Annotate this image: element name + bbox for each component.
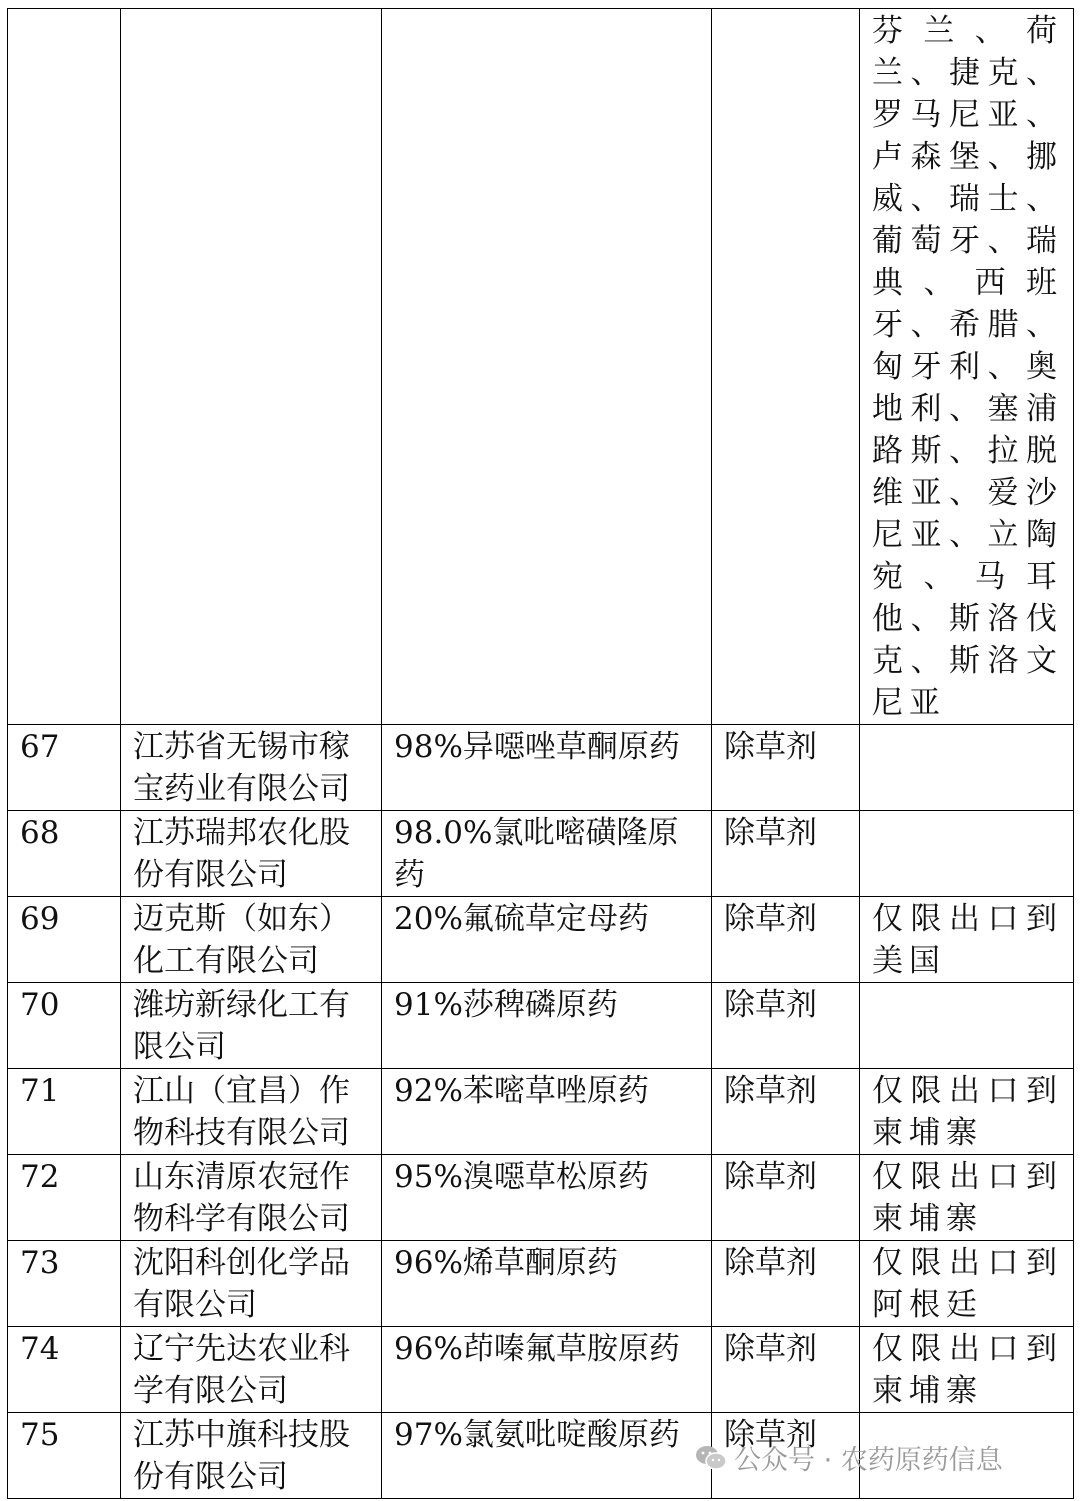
cell-category: 除草剂	[712, 1069, 860, 1155]
table-row	[8, 897, 1074, 983]
cell-no: 68	[8, 811, 121, 897]
wechat-icon	[694, 1443, 728, 1473]
cell-company: 辽宁先达农业科学有限公司	[121, 1327, 382, 1413]
cell-no: 71	[8, 1069, 121, 1155]
cell-product: 98.0%氯吡嘧磺隆原药	[382, 811, 712, 897]
table-row	[8, 1327, 1074, 1413]
cell-no: 69	[8, 897, 121, 983]
cell-no: 72	[8, 1155, 121, 1241]
cell-product: 96%烯草酮原药	[382, 1241, 712, 1327]
cell-note: 仅限出口到柬埔寨	[860, 1155, 1074, 1241]
cell-company: 江苏省无锡市稼宝药业有限公司	[121, 725, 382, 811]
cell-category: 除草剂	[712, 1327, 860, 1413]
cell-product: 91%莎稗磷原药	[382, 983, 712, 1069]
cell-note	[860, 811, 1074, 897]
cell-company: 山东清原农冠作物科学有限公司	[121, 1155, 382, 1241]
cell-product: 97%氯氨吡啶酸原药	[382, 1413, 712, 1499]
cell-category: 除草剂	[712, 811, 860, 897]
cell-product: 98%异噁唑草酮原药	[382, 725, 712, 811]
cell-note: 芬兰、荷兰、捷克、罗马尼亚、卢森堡、挪威、瑞士、葡萄牙、瑞典、西班牙、希腊、匈牙利、奥地利、塞浦路斯、拉脱维亚、爱沙尼亚、立陶宛、马耳他、斯洛伐克、斯洛文尼亚	[860, 9, 1074, 725]
cell-category: 除草剂	[712, 1413, 860, 1499]
watermark	[694, 1438, 1003, 1477]
cell-no: 67	[8, 725, 121, 811]
cell-company: 江苏瑞邦农化股份有限公司	[121, 811, 382, 897]
table-row-continued	[8, 9, 1074, 725]
cell-product: 96%茚嗪氟草胺原药	[382, 1327, 712, 1413]
watermark-text: 公众号 · 农药原药信息	[734, 1445, 1003, 1476]
cell-company: 江山（宜昌）作物科技有限公司	[121, 1069, 382, 1155]
cell-note	[860, 983, 1074, 1069]
cell-product: 95%溴噁草松原药	[382, 1155, 712, 1241]
cell-category: 除草剂	[712, 1241, 860, 1327]
table-row	[8, 1155, 1074, 1241]
cell-note	[860, 725, 1074, 811]
cell-product: 20%氟硫草定母药	[382, 897, 712, 983]
cell-company: 江苏中旗科技股份有限公司	[121, 1413, 382, 1499]
cell-note: 仅限出口到美国	[860, 897, 1074, 983]
cell-company: 潍坊新绿化工有限公司	[121, 983, 382, 1069]
cell-note: 仅限出口到柬埔寨	[860, 1069, 1074, 1155]
cell-no: 74	[8, 1327, 121, 1413]
table-row	[8, 1241, 1074, 1327]
registration-table	[7, 8, 1074, 1499]
table-row	[8, 725, 1074, 811]
cell-company	[121, 9, 382, 725]
cell-company: 迈克斯（如东）化工有限公司	[121, 897, 382, 983]
cell-product: 92%苯嘧草唑原药	[382, 1069, 712, 1155]
cell-no: 73	[8, 1241, 121, 1327]
cell-note: 仅限出口到柬埔寨	[860, 1327, 1074, 1413]
cell-category: 除草剂	[712, 1155, 860, 1241]
cell-category: 除草剂	[712, 897, 860, 983]
cell-no	[8, 9, 121, 725]
cell-note: 仅限出口到阿根廷	[860, 1241, 1074, 1327]
table-row	[8, 1069, 1074, 1155]
cell-category: 除草剂	[712, 725, 860, 811]
table-row	[8, 811, 1074, 897]
cell-category	[712, 9, 860, 725]
table-row	[8, 983, 1074, 1069]
cell-product	[382, 9, 712, 725]
cell-no: 75	[8, 1413, 121, 1499]
cell-no: 70	[8, 983, 121, 1069]
cell-category: 除草剂	[712, 983, 860, 1069]
cell-company: 沈阳科创化学品有限公司	[121, 1241, 382, 1327]
